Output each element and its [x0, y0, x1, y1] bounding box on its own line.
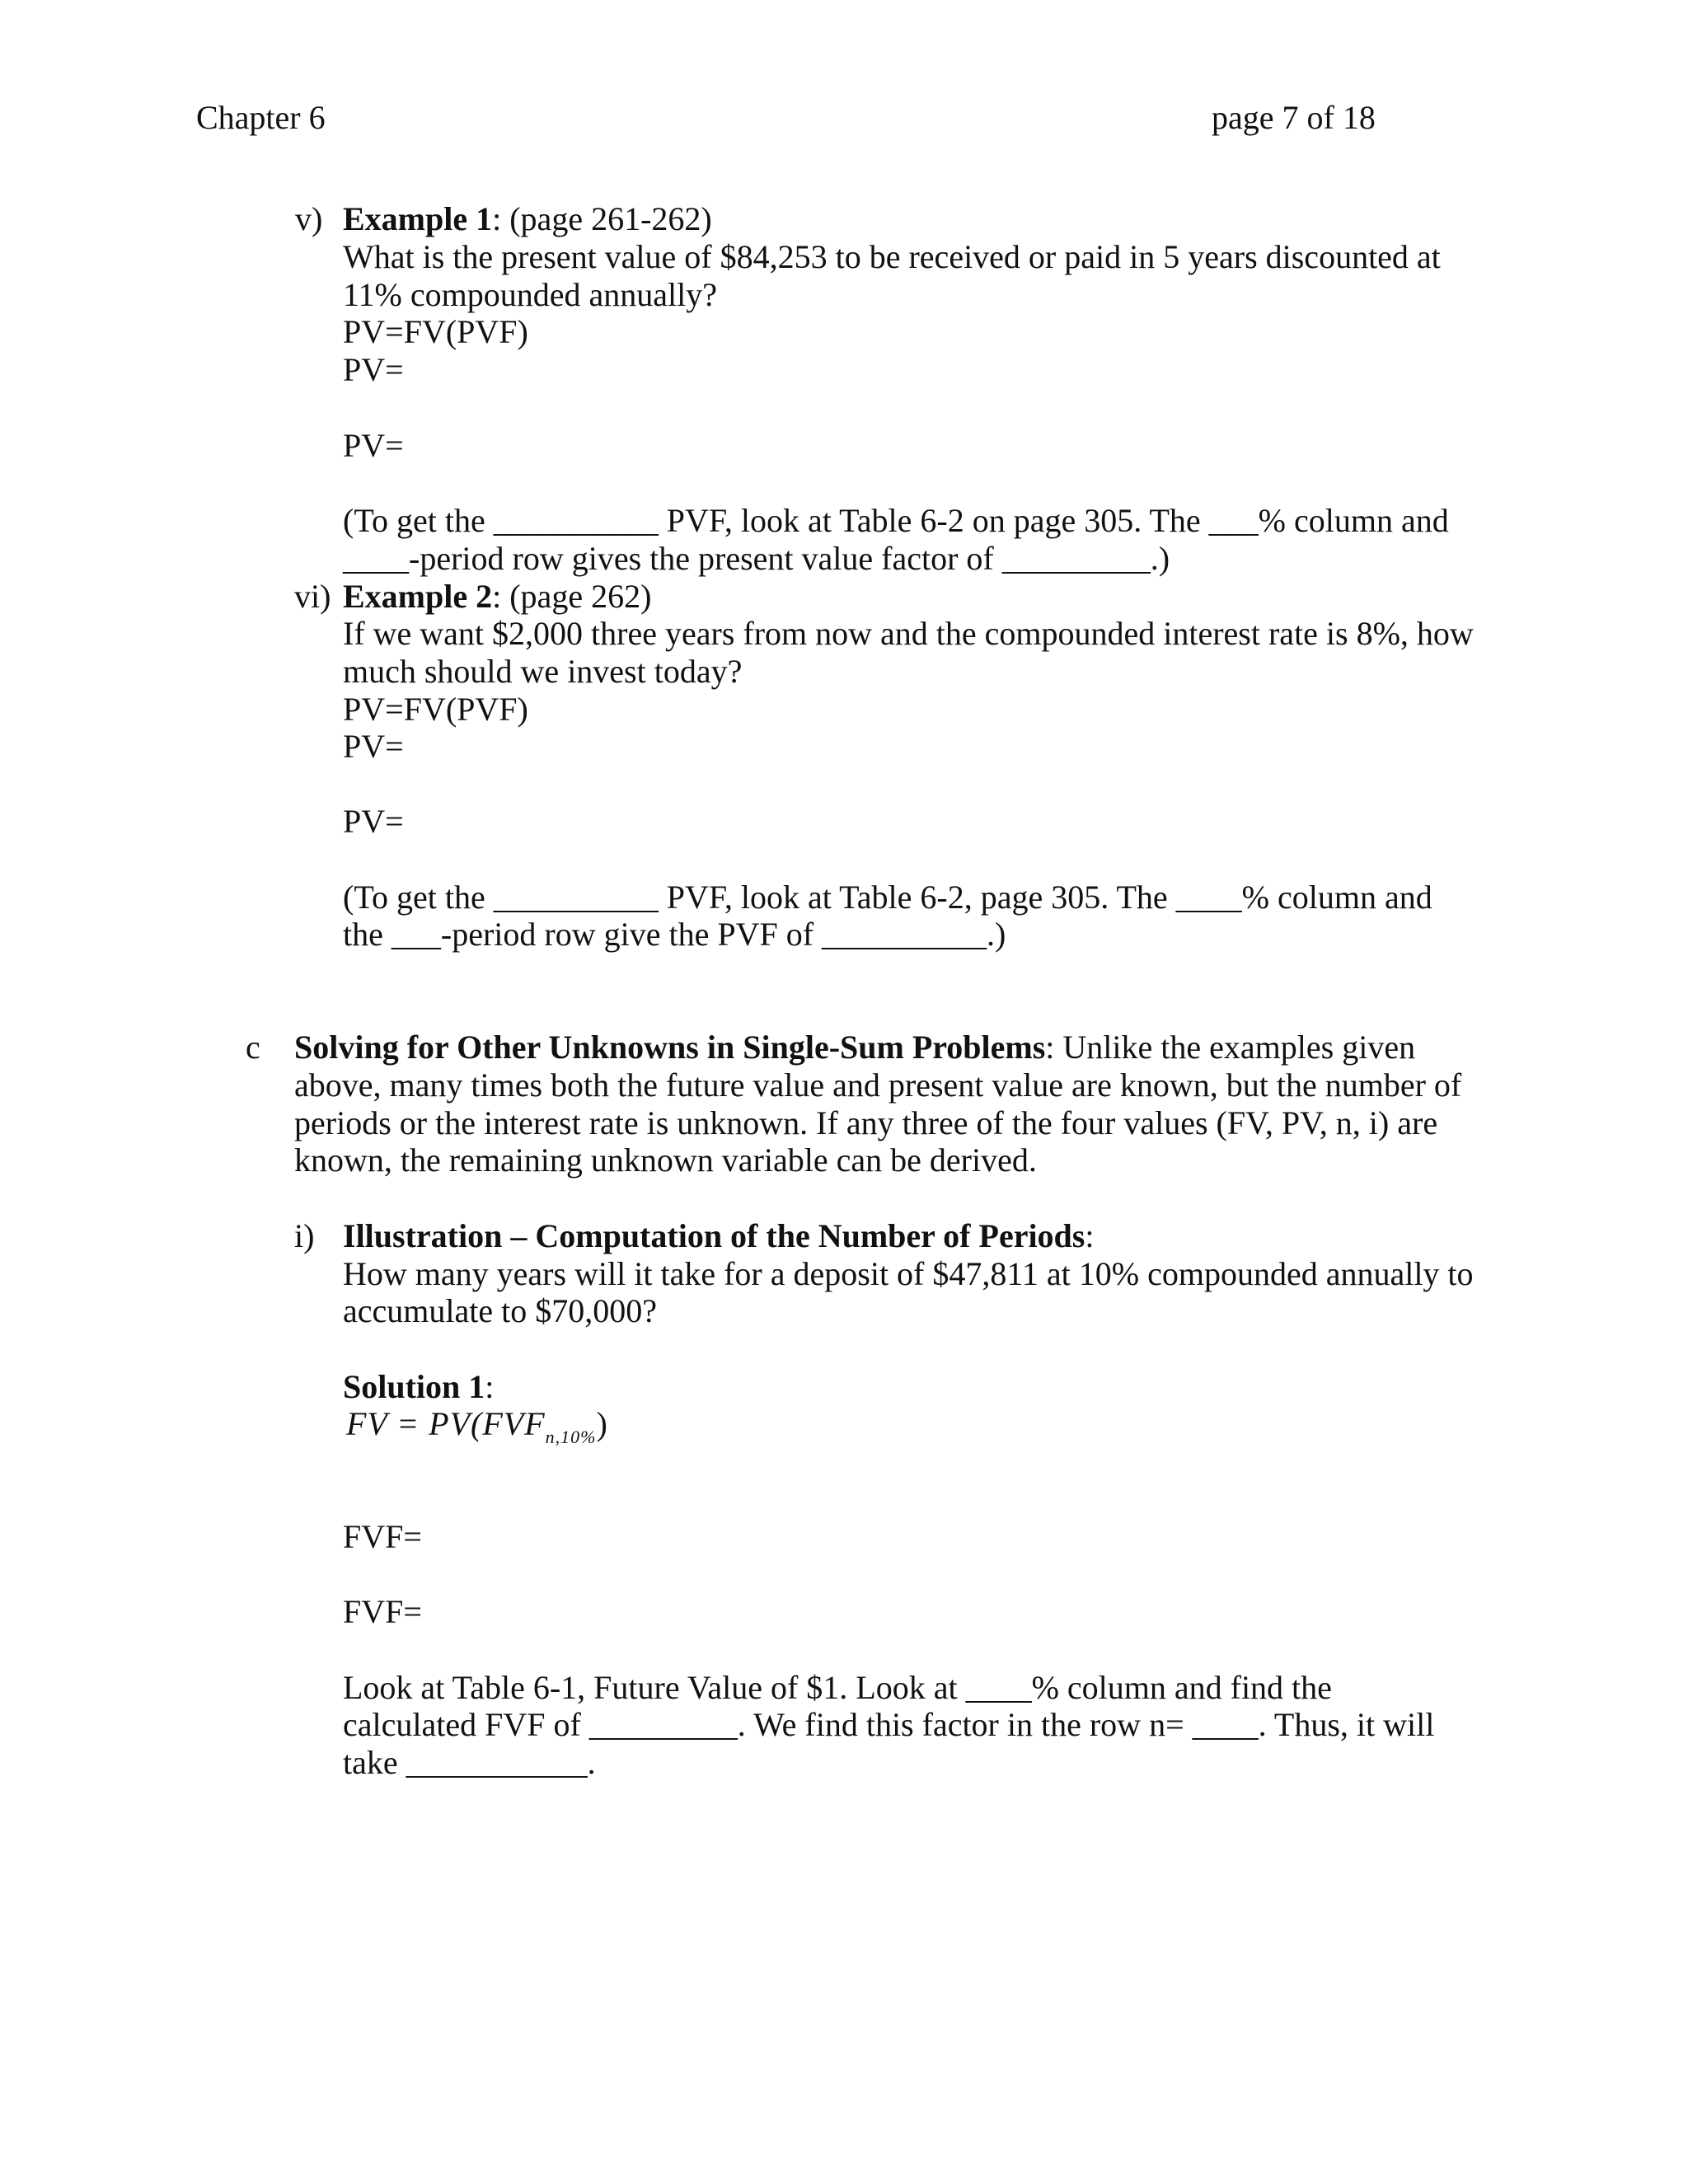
lookup-line2: calculated FVF of _________. We find this factor in the row n= ____. Thus, it will — [343, 1706, 1435, 1743]
illustration-question-line1: How many years will it take for a deposit of $47,811 at 10% compounded annually to — [343, 1255, 1474, 1292]
illustration-question-line2: accumulate to $70,000? — [343, 1292, 657, 1329]
example2-title: Example 2 — [343, 578, 493, 615]
section-c-line2: above, many times both the future value and present value are known, but the number of — [294, 1066, 1462, 1104]
formula-close: ) — [596, 1405, 608, 1442]
fvf-line1: FVF= — [343, 1518, 422, 1555]
example2-pv-line1: PV= — [343, 728, 404, 765]
example1-heading — [343, 200, 712, 238]
solution-colon: : — [485, 1368, 495, 1405]
example1-marker: v) — [295, 200, 323, 237]
example1-title: Example 1 — [343, 200, 493, 237]
section-c-line1 — [294, 1029, 1415, 1066]
formula-subscript: n,10% — [545, 1427, 597, 1447]
example2-marker: vi) — [294, 578, 331, 615]
example1-pv-line1: PV= — [343, 351, 404, 388]
header-page-number: page 7 of 18 — [1212, 99, 1376, 136]
solution-label: Solution 1 — [343, 1368, 485, 1405]
section-c-line1-rest: : Unlike the examples given — [1045, 1029, 1416, 1066]
section-c-line3: periods or the interest rate is unknown. If any three of the four values (FV, PV, n, i) are — [294, 1104, 1438, 1141]
example1-page-ref: : (page 261-262) — [492, 200, 712, 237]
example1-formula: PV=FV(PVF) — [343, 313, 528, 350]
example2-pv-line2: PV= — [343, 803, 404, 840]
illustration-title: Illustration – Computation of the Number of Periods — [343, 1217, 1085, 1254]
solution-formula — [346, 1405, 608, 1448]
section-c-line4: known, the remaining unknown variable can be derived. — [294, 1141, 1037, 1179]
example2-page-ref: : (page 262) — [492, 578, 652, 615]
example2-note-line2: the ___-period row give the PVF of __________.) — [343, 916, 1006, 953]
example1-question-line1: What is the present value of $84,253 to be received or paid in 5 years discounted at — [343, 238, 1441, 275]
illustration-marker: i) — [294, 1217, 315, 1254]
example1-note-line2: ____-period row gives the present value factor of _________.) — [343, 540, 1170, 577]
section-c-marker: c — [246, 1029, 260, 1066]
fvf-line2: FVF= — [343, 1593, 422, 1630]
example2-formula: PV=FV(PVF) — [343, 691, 528, 728]
illustration-colon: : — [1085, 1217, 1095, 1254]
lookup-line1: Look at Table 6-1, Future Value of $1. Look at ____% column and find the — [343, 1669, 1332, 1706]
example1-pv-line2: PV= — [343, 427, 404, 464]
example2-question-line1: If we want $2,000 three years from now and the compounded interest rate is 8%, how — [343, 615, 1474, 652]
formula-main: FV = PV(FVF — [346, 1405, 546, 1442]
illustration-heading — [343, 1217, 1095, 1255]
example2-question-line2: much should we invest today? — [343, 653, 743, 690]
example1-note-line1: (To get the __________ PVF, look at Table 6-2 on page 305. The ___% column and — [343, 502, 1449, 539]
example2-heading — [343, 578, 651, 616]
solution-heading — [343, 1368, 494, 1406]
section-c-title: Solving for Other Unknowns in Single-Sum Problems — [294, 1029, 1046, 1066]
example1-question-line2: 11% compounded annually? — [343, 276, 717, 313]
header-chapter: Chapter 6 — [196, 99, 326, 136]
example2-note-line1: (To get the __________ PVF, look at Table 6-2, page 305. The ____% column and — [343, 879, 1432, 916]
lookup-line3: take ___________. — [343, 1744, 596, 1781]
